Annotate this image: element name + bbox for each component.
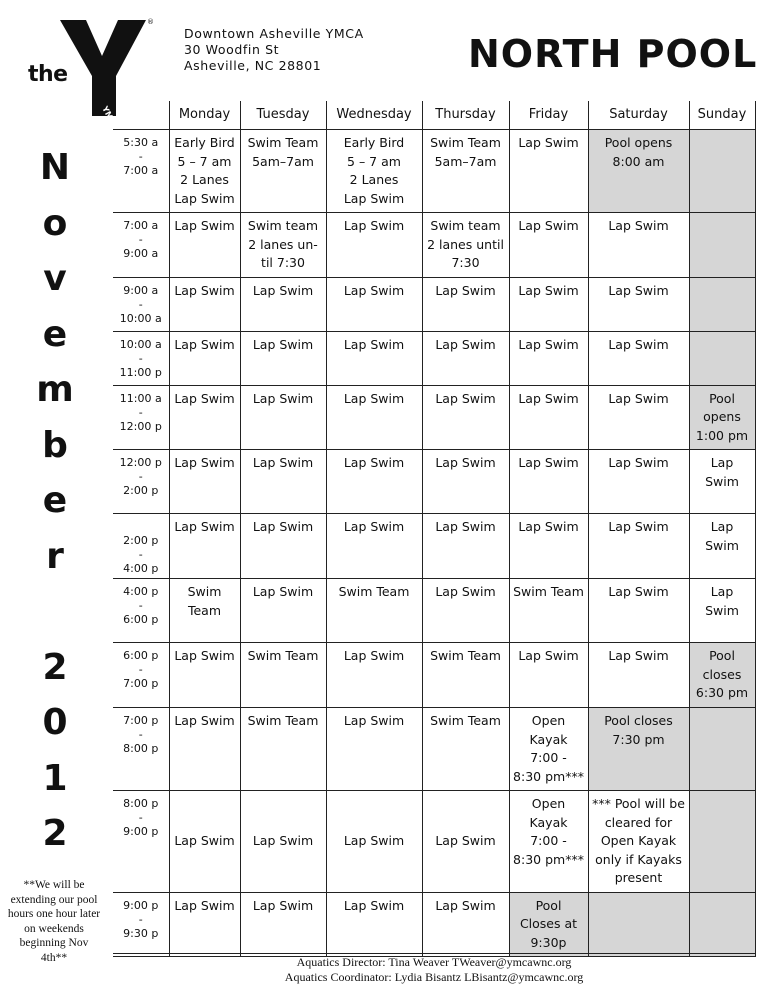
day-header: Wednesday — [326, 101, 422, 130]
schedule-cell — [588, 385, 689, 450]
schedule-cell — [422, 385, 509, 450]
schedule-cell — [169, 643, 240, 708]
schedule-cell-line: only if Kayaks — [595, 851, 682, 867]
time-slot-line: 9:00 p — [123, 825, 159, 838]
time-slot-line: - — [138, 663, 143, 676]
schedule-cell-line: Lap Swim — [343, 455, 405, 470]
schedule-cell-line: Lap Swim — [174, 897, 235, 913]
schedule-cell-line: Swim Team — [513, 584, 584, 599]
schedule-cell — [689, 514, 755, 579]
schedule-cell-line: Swim — [705, 602, 739, 618]
schedule-cell — [326, 708, 422, 791]
schedule-cell — [326, 277, 422, 331]
schedule-cell-line: Lap Swim — [174, 336, 235, 352]
schedule-cell-line: Lap Swim — [343, 390, 405, 406]
schedule-cell — [169, 385, 240, 450]
schedule-cell-line: Lap — [710, 519, 734, 534]
time-slot-line: - — [138, 351, 143, 365]
schedule-cell-line: Lap Swim — [608, 584, 669, 599]
schedule-cell-line: Swim — [705, 473, 739, 489]
schedule-cell-line: Kayak — [529, 731, 568, 747]
schedule-cell-line: Lap Swim — [608, 282, 669, 298]
schedule-cell — [689, 791, 755, 893]
schedule-row — [113, 130, 755, 213]
time-slot — [113, 708, 169, 791]
time-slot-line: 12:00 p — [119, 419, 162, 433]
schedule-cell — [588, 213, 689, 278]
schedule-cell — [326, 331, 422, 385]
schedule-cell-line: Team — [187, 602, 222, 618]
schedule-cell — [689, 213, 755, 278]
schedule-cell — [689, 579, 755, 643]
schedule-cell — [588, 791, 689, 893]
schedule-cell-line: Lap Swim — [435, 584, 496, 599]
time-slot-line: 9:00 a — [123, 247, 159, 260]
schedule-cell — [689, 331, 755, 385]
time-slot — [113, 579, 169, 643]
time-slot-line: - — [138, 912, 143, 926]
schedule-row — [113, 213, 755, 278]
logo-the-text: the — [28, 62, 68, 87]
schedule-cell — [588, 130, 689, 213]
time-slot — [113, 791, 169, 893]
address-line: 30 Woodfin St — [184, 42, 280, 57]
time-slot — [113, 130, 169, 213]
schedule-cell — [240, 892, 326, 957]
schedule-cell — [422, 514, 509, 579]
schedule-cell-line: Swim Team — [247, 135, 319, 150]
aquatics-director-line: Aquatics Director: Tina Weaver TWeaver@ymcawnc.org — [296, 955, 572, 969]
day-header: Sunday — [689, 101, 755, 130]
schedule-cell — [326, 791, 422, 893]
schedule-cell-line: Lap Swim — [608, 390, 669, 406]
time-slot-line: - — [138, 728, 143, 741]
schedule-cell-line: Pool — [535, 897, 562, 913]
schedule-cell-line: Lap Swim — [435, 390, 496, 406]
schedule-cell-line: Lap Swim — [608, 218, 669, 233]
time-slot-line: 11:00 a — [119, 391, 162, 405]
month-vertical-label — [20, 140, 90, 862]
schedule-cell-line: Lap Swim — [174, 833, 235, 848]
schedule-cell-line: Pool opens — [604, 135, 673, 150]
schedule-cell-line: Lap Swim — [435, 336, 496, 352]
time-slot-line: 5:30 a — [123, 136, 159, 149]
schedule-cell — [422, 130, 509, 213]
time-slot-line: - — [138, 811, 143, 824]
month-letter: 1 — [42, 757, 68, 799]
time-slot-line: 2:00 p — [123, 484, 159, 497]
schedule-cell-line: 8:00 am — [612, 153, 665, 169]
schedule-cell-line: Swim — [705, 537, 739, 553]
schedule-cell — [689, 708, 755, 791]
time-slot-line: 7:00 p — [123, 677, 159, 690]
schedule-cell-line: 5 – 7 am — [347, 153, 401, 169]
schedule-cell-line: Lap Swim — [174, 648, 235, 663]
schedule-cell-line: Open Kayak — [600, 833, 677, 848]
schedule-cell — [588, 892, 689, 957]
schedule-cell — [240, 579, 326, 643]
schedule-cell-line: Closes at — [519, 916, 578, 931]
time-slot — [113, 450, 169, 514]
schedule-cell-line: Swim Team — [430, 135, 501, 150]
contacts-footer — [113, 953, 755, 984]
schedule-cell — [509, 277, 588, 331]
schedule-cell-line: Lap Swim — [518, 135, 579, 150]
schedule-cell — [509, 579, 588, 643]
time-slot-line: - — [138, 548, 143, 561]
schedule-cell — [509, 643, 588, 708]
schedule-row — [113, 892, 755, 957]
schedule-row — [113, 450, 755, 514]
schedule-cell-line: Swim Team — [430, 713, 501, 728]
schedule-cell-line: 2 lanes un- — [248, 236, 318, 252]
time-slot — [113, 385, 169, 450]
time-slot-line: 2:00 p — [123, 534, 159, 547]
schedule-row — [113, 331, 755, 385]
month-letter: 2 — [42, 813, 68, 854]
schedule-cell-line: Lap Swim — [174, 519, 235, 534]
address-line: Downtown Asheville YMCA — [184, 26, 364, 41]
schedule-cell — [509, 791, 588, 893]
schedule-cell-line: Open — [531, 713, 566, 728]
schedule-cell-line: Lap — [710, 455, 734, 470]
time-slot-line: - — [138, 297, 143, 311]
schedule-cell-line: Lap Swim — [252, 282, 314, 298]
schedule-cell-line: Swim team — [430, 218, 501, 233]
month-letter: o — [42, 202, 68, 244]
schedule-cell-line: Early Bird — [343, 135, 405, 150]
time-slot-line: - — [138, 470, 143, 483]
schedule-cell-line: Lap Swim — [608, 648, 669, 663]
schedule-cell-line: Swim — [187, 584, 222, 599]
schedule-cell-line: Lap Swim — [252, 519, 314, 534]
schedule-cell — [422, 213, 509, 278]
schedule-cell-line: Lap Swim — [435, 897, 496, 913]
time-slot-line: 9:00 p — [123, 898, 159, 912]
schedule-cell-line: Lap Swim — [343, 897, 405, 913]
schedule-cell — [169, 130, 240, 213]
schedule-cell-line: closes — [702, 666, 742, 682]
time-slot-line: 10:00 a — [119, 311, 162, 325]
address-line: Asheville, NC 28801 — [184, 58, 322, 73]
schedule-cell-line: 7:30 pm — [612, 731, 665, 747]
month-letter: e — [42, 480, 68, 521]
schedule-cell — [422, 892, 509, 957]
schedule-row — [113, 514, 755, 579]
schedule-cell — [240, 708, 326, 791]
schedule-cell-line: 7:30 — [451, 255, 480, 270]
schedule-cell-line: *** Pool will be — [592, 796, 685, 811]
schedule-cell-line: 7:00 - — [530, 750, 567, 765]
schedule-cell-line: Lap Swim — [343, 713, 405, 728]
schedule-cell — [588, 514, 689, 579]
schedule-cell — [240, 643, 326, 708]
schedule-cell — [240, 331, 326, 385]
schedule-cell — [509, 450, 588, 514]
schedule-cell — [689, 277, 755, 331]
schedule-cell — [326, 643, 422, 708]
schedule-cell-line: Lap Swim — [252, 833, 314, 848]
schedule-cell-line: Lap Swim — [608, 519, 669, 534]
time-slot-line: 10:00 a — [119, 337, 162, 351]
time-slot-line: 6:00 p — [123, 613, 159, 626]
time-slot-line: 7:00 a — [123, 164, 159, 177]
schedule-cell-line: Lap Swim — [343, 833, 405, 848]
schedule-cell-line: Lap Swim — [174, 282, 235, 298]
schedule-cell — [169, 213, 240, 278]
schedule-cell — [509, 130, 588, 213]
schedule-cell — [326, 892, 422, 957]
schedule-body — [113, 130, 755, 957]
schedule-cell — [169, 892, 240, 957]
day-header: Monday — [169, 101, 240, 130]
schedule-cell-line: Swim Team — [430, 648, 501, 663]
schedule-cell-line: 5am–7am — [252, 153, 314, 169]
time-slot — [113, 643, 169, 708]
schedule-cell-line: Open — [531, 796, 566, 811]
month-letter: m — [36, 369, 74, 410]
schedule-cell — [588, 579, 689, 643]
time-slot-line: 12:00 p — [119, 456, 162, 469]
schedule-cell-line: 2 Lanes — [349, 172, 399, 187]
schedule-row — [113, 385, 755, 450]
schedule-cell-line: 5am–7am — [434, 153, 497, 169]
time-slot — [113, 213, 169, 278]
schedule-cell — [509, 385, 588, 450]
schedule-cell-line: Lap Swim — [518, 519, 579, 534]
schedule-cell-line: Pool — [709, 390, 735, 406]
schedule-cell-line: Lap Swim — [343, 282, 405, 298]
schedule-cell-line: Lap Swim — [252, 584, 314, 599]
time-slot-line: - — [138, 405, 143, 419]
schedule-cell-line: Lap Swim — [518, 218, 579, 233]
schedule-cell-line: Lap Swim — [608, 455, 669, 470]
schedule-cell — [326, 450, 422, 514]
day-header: Thursday — [422, 101, 509, 130]
month-letter: N — [39, 147, 71, 188]
schedule-cell-line: Lap Swim — [435, 282, 496, 298]
schedule-cell-line: Lap Swim — [174, 218, 235, 233]
schedule-cell-line: 1:00 pm — [695, 427, 749, 443]
schedule-cell — [240, 277, 326, 331]
aquatics-coordinator-line: Aquatics Coordinator: Lydia Bisantz LBisantz@ymcawnc.org — [284, 969, 584, 984]
day-header: Tuesday — [240, 101, 326, 130]
schedule-cell-line: 7:00 - — [530, 833, 567, 848]
schedule-cell — [169, 331, 240, 385]
schedule-cell — [326, 514, 422, 579]
schedule-cell-line: 8:30 pm*** — [513, 768, 584, 784]
schedule-cell-line: Lap Swim — [252, 336, 314, 352]
schedule-cell-line: 9:30p — [530, 934, 567, 950]
schedule-cell — [588, 708, 689, 791]
schedule-cell-line: Lap Swim — [518, 282, 579, 298]
month-letter: r — [46, 535, 64, 577]
schedule-cell — [326, 385, 422, 450]
corner-cell — [113, 101, 169, 130]
schedule-cell-line: 5 – 7 am — [177, 153, 232, 169]
time-slot-line: 7:00 p — [123, 714, 159, 727]
schedule-cell-line: Lap Swim — [174, 390, 235, 406]
day-header-row — [113, 101, 755, 130]
schedule-cell-line: Lap Swim — [608, 336, 669, 352]
schedule-cell-line: Lap Swim — [343, 190, 405, 206]
schedule-cell — [169, 450, 240, 514]
schedule-cell — [422, 277, 509, 331]
time-slot-line: 6:00 p — [123, 649, 159, 662]
schedule-cell-line: Swim team — [247, 218, 319, 233]
schedule-cell — [169, 708, 240, 791]
schedule-cell — [240, 514, 326, 579]
time-slot-line: 8:00 p — [123, 742, 159, 755]
schedule-cell — [422, 579, 509, 643]
schedule-cell — [509, 514, 588, 579]
schedule-cell — [509, 331, 588, 385]
schedule-cell-line: Early Bird — [174, 135, 235, 150]
schedule-cell-line: cleared for — [604, 814, 673, 830]
month-letter: 0 — [42, 702, 68, 743]
day-header: Friday — [509, 101, 588, 130]
schedule-cell — [509, 708, 588, 791]
schedule-cell — [588, 643, 689, 708]
schedule-cell-line: Lap Swim — [252, 390, 314, 406]
schedule-cell — [689, 130, 755, 213]
month-letter: v — [43, 258, 67, 299]
schedule-cell-line: Lap Swim — [435, 519, 496, 534]
month-letter — [20, 584, 90, 640]
schedule-cell — [240, 450, 326, 514]
schedule-cell-line: Swim Team — [247, 713, 319, 728]
logo-ymca-text: YMCA — [100, 104, 121, 120]
schedule-cell-line: Lap Swim — [343, 519, 405, 534]
time-slot-line: - — [138, 150, 143, 163]
schedule-cell-line: Lap Swim — [518, 455, 579, 470]
schedule-table — [113, 101, 756, 957]
schedule-cell — [326, 213, 422, 278]
logo-registered-mark: ® — [147, 18, 154, 26]
schedule-cell — [240, 791, 326, 893]
schedule-cell — [169, 579, 240, 643]
schedule-cell — [169, 277, 240, 331]
schedule-cell-line: Lap Swim — [435, 455, 496, 470]
schedule-cell-line: Kayak — [529, 814, 568, 830]
schedule-cell-line: Lap Swim — [343, 336, 405, 352]
schedule-cell — [588, 450, 689, 514]
time-slot-line: 7:00 a — [123, 219, 159, 232]
schedule-cell — [689, 450, 755, 514]
month-letter: 2 — [42, 646, 68, 688]
schedule-cell-line: Swim Team — [338, 584, 410, 599]
schedule-cell — [689, 643, 755, 708]
schedule-cell-line: Lap Swim — [518, 648, 579, 663]
schedule-cell — [422, 643, 509, 708]
schedule-cell — [169, 791, 240, 893]
weekend-hours-footnote: **We will be extending our pool hours one hour later on weekends beginning Nov 4th** — [7, 879, 101, 964]
schedule-cell-line: Swim Team — [247, 648, 319, 663]
schedule-cell — [422, 450, 509, 514]
schedule-cell-line: Lap Swim — [518, 390, 579, 406]
schedule-cell-line: Pool closes — [604, 713, 673, 728]
schedule-cell-line: 8:30 pm*** — [513, 851, 584, 867]
schedule-cell — [509, 892, 588, 957]
schedule-cell-line: Lap Swim — [518, 336, 579, 352]
schedule-cell-line: Lap Swim — [174, 713, 235, 728]
schedule-cell-line: Lap Swim — [343, 648, 405, 663]
schedule-row — [113, 579, 755, 643]
schedule-cell — [169, 514, 240, 579]
time-slot — [113, 514, 169, 579]
time-slot-line: 8:00 p — [123, 797, 159, 810]
schedule-cell — [422, 708, 509, 791]
schedule-cell — [689, 385, 755, 450]
schedule-cell-line: Lap Swim — [252, 897, 314, 913]
schedule-cell — [240, 130, 326, 213]
schedule-cell-line: opens — [703, 409, 741, 424]
schedule-cell-line: Lap Swim — [174, 455, 235, 470]
time-slot — [113, 892, 169, 957]
schedule-row — [113, 708, 755, 791]
time-slot — [113, 331, 169, 385]
time-slot-line: - — [138, 233, 143, 246]
time-slot — [113, 277, 169, 331]
time-slot-line: 4:00 p — [123, 585, 159, 598]
schedule-cell — [588, 277, 689, 331]
time-slot-line: 9:30 p — [123, 926, 159, 940]
schedule-cell — [240, 385, 326, 450]
schedule-cell-line: Lap Swim — [343, 218, 405, 233]
schedule-cell-line: Lap Swim — [174, 190, 235, 206]
schedule-cell-line: 2 lanes until — [427, 236, 504, 252]
pool-title: NORTH POOL — [468, 32, 758, 76]
schedule-row — [113, 643, 755, 708]
schedule-cell — [422, 791, 509, 893]
schedule-cell — [689, 892, 755, 957]
schedule-cell-line: 2 Lanes — [180, 172, 229, 187]
schedule-cell — [326, 130, 422, 213]
schedule-cell — [240, 213, 326, 278]
schedule-cell-line: 6:30 pm — [695, 685, 749, 700]
schedule-cell-line: til 7:30 — [261, 255, 305, 270]
time-slot-line: - — [138, 599, 143, 612]
schedule-row — [113, 277, 755, 331]
schedule-cell — [509, 213, 588, 278]
schedule-cell — [588, 331, 689, 385]
schedule-cell-line: present — [614, 870, 663, 885]
time-slot-line: 4:00 p — [123, 562, 159, 575]
schedule-cell-line: Pool — [709, 648, 735, 663]
address-block — [184, 26, 364, 74]
schedule-cell-line: Lap Swim — [252, 455, 314, 470]
month-letter: b — [42, 424, 68, 466]
schedule-cell — [422, 331, 509, 385]
schedule-cell-line: Lap — [710, 584, 734, 599]
month-letter: e — [42, 313, 68, 355]
schedule-cell-line: Lap Swim — [435, 833, 496, 848]
time-slot-line: 11:00 p — [119, 365, 162, 379]
schedule-row — [113, 791, 755, 893]
time-slot-line — [115, 520, 167, 534]
schedule-cell — [326, 579, 422, 643]
time-slot-line: 9:00 a — [123, 283, 159, 297]
day-header: Saturday — [588, 101, 689, 130]
